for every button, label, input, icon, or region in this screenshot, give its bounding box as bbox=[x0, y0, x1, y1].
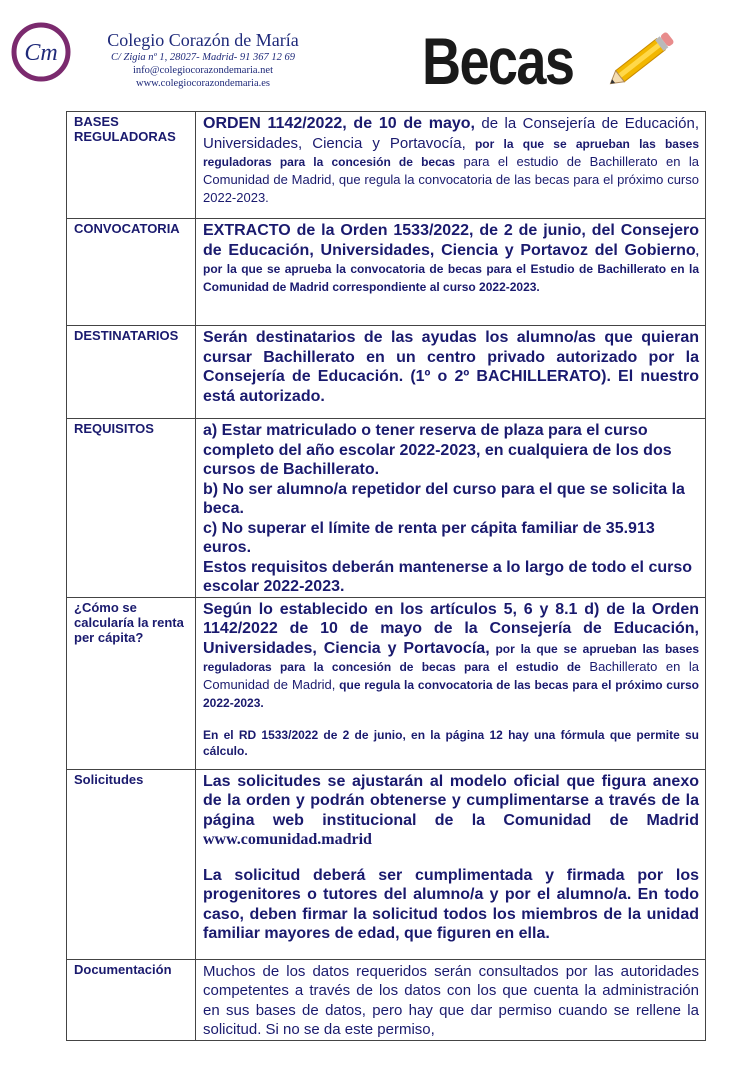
table-row bbox=[67, 419, 706, 598]
school-address: C/ Zigia nº 1, 28027- Madrid- 91 367 12 69 bbox=[110, 52, 296, 63]
row-label: Solicitudes bbox=[67, 769, 196, 959]
row-label: REQUISITOS bbox=[67, 419, 196, 598]
row-label: ¿Cómo se calcularía la renta per cápita? bbox=[67, 597, 196, 769]
row-content bbox=[196, 769, 706, 959]
row-label: DESTINATARIOS bbox=[67, 326, 196, 419]
row-label: CONVOCATORIA bbox=[67, 219, 196, 326]
solicitudes-link[interactable]: www.comunidad.madrid bbox=[203, 831, 372, 848]
requisito-a: a) Estar matriculado o tener reserva de plaza para el curso completo del año escolar 2022-2023, en cualquiera de los dos cursos de Bachillerato. bbox=[203, 422, 672, 478]
bases-purpose: por la que se aprueban las bases reguladoras para la concesión de becas bbox=[203, 136, 699, 169]
convocatoria-detail: , por la que se aprueba la convocatoria de becas para el Estudio de Bachillerato en la Comunidad de Madrid correspondiente al curso 2022-2023. bbox=[203, 243, 699, 294]
page-title: Becas bbox=[422, 24, 574, 98]
table-row bbox=[67, 219, 706, 326]
row-content bbox=[196, 959, 706, 1040]
bases-ministry: de la Consejería de Educación, Universidades, Ciencia y Portavocía, bbox=[203, 115, 699, 152]
renta-formula: En el RD 1533/2022 de 2 de junio, en la página 12 hay una fórmula que permite su cálculo. bbox=[203, 728, 699, 758]
row-content bbox=[196, 219, 706, 326]
solicitudes-model: Las solicitudes se ajustarán al modelo oficial que figura anexo de la orden y podrán obtenerse y cumplimentarse a través de la página web institucional de la Comunidad de Madrid bbox=[203, 772, 699, 829]
requisitos-note: Estos requisitos deberán mantenerse a lo largo de todo el curso escolar 2022-2023. bbox=[203, 558, 693, 595]
school-logo bbox=[11, 22, 71, 82]
table-row bbox=[67, 112, 706, 219]
row-content bbox=[196, 326, 706, 419]
destinatarios-text: Serán destinatarios de las ayudas los alumno/as que quieran cursar Bachillerato en un centro privado autorizado por la Consejería de Educación. (1º o 2º BACHILLERATO). El nuestro está autorizado. bbox=[203, 329, 699, 405]
table-row bbox=[67, 959, 706, 1040]
row-content bbox=[196, 112, 706, 219]
bases-order: ORDEN 1142/2022, de 10 de mayo, bbox=[203, 115, 475, 132]
pencil-icon bbox=[600, 24, 684, 94]
convocatoria-extract: EXTRACTO de la Orden 1533/2022, de 2 de junio, del Consejero de Educación, Universidades, Ciencia y Portavoz del Gobierno bbox=[203, 222, 699, 259]
renta-region: Bachillerato en la Comunidad de Madrid, bbox=[203, 659, 699, 692]
school-info bbox=[84, 30, 322, 90]
bases-detail: para el estudio de Bachillerato en la Comunidad de Madrid, que regula la convocatoria de las becas para el próximo curso 2022-2023. bbox=[203, 154, 699, 205]
renta-orden: Según lo establecido en los artículos 5, 6 y 8.1 d) de la Orden 1142/2022 de 10 de mayo de la Consejería de Educación, Universidades, Ciencia y Portavocía, bbox=[203, 600, 699, 657]
table-row bbox=[67, 326, 706, 419]
requisito-c: c) No superar el límite de renta per cápita familiar de 35.913 euros. bbox=[203, 519, 655, 556]
row-label: Documentación bbox=[67, 959, 196, 1040]
school-email[interactable]: info@colegiocorazondemaria.net bbox=[133, 65, 273, 76]
table-row bbox=[67, 769, 706, 959]
table-row bbox=[67, 597, 706, 769]
scholarship-table bbox=[66, 111, 706, 1041]
requisito-b: b) No ser alumno/a repetidor del curso para el que se solicita la beca. bbox=[203, 480, 685, 517]
renta-convocatoria: que regula la convocatoria de las becas para el próximo curso 2022-2023. bbox=[203, 678, 699, 710]
row-label: BASES REGULADORAS bbox=[67, 112, 196, 219]
solicitudes-signature: La solicitud deberá ser cumplimentada y firmada por los progenitores o tutores del alumno/a y por el alumno/a. En todo caso, deben firmar la solicitud todos los miembros de la unidad familiar mayores de edad, que figuren en ella. bbox=[203, 866, 699, 942]
row-content bbox=[196, 419, 706, 598]
school-name: Colegio Corazón de María bbox=[107, 30, 299, 50]
renta-purpose: por la que se aprueban las bases reguladoras para la concesión de becas para el estudio de bbox=[203, 641, 699, 674]
school-website[interactable]: www.colegiocorazondemaria.es bbox=[135, 78, 270, 89]
logo-text: Cm bbox=[24, 40, 58, 66]
row-content bbox=[196, 597, 706, 769]
documentacion-text: Muchos de los datos requeridos serán consultados por las autoridades competentes a través de los datos con los que cuenta la administración en sus bases de datos, pero hay que dar permiso cuando se rellene la solicitud. Si no se da este permiso, bbox=[203, 962, 699, 1038]
